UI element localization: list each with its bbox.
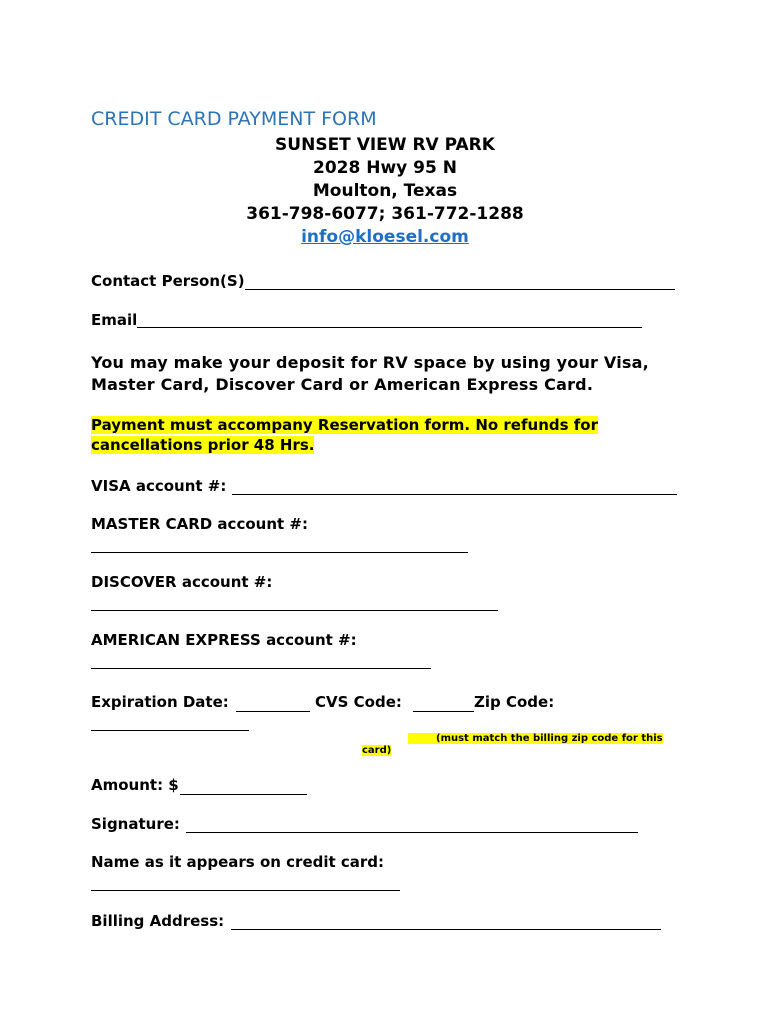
deposit-line-2: Master Card, Discover Card or American Express Card.	[91, 375, 594, 394]
cvs-field[interactable]	[413, 697, 474, 712]
amex-account-field[interactable]	[91, 654, 431, 669]
deposit-line-1: You may make your deposit for RV space by using your Visa,	[91, 353, 649, 372]
park-email-link[interactable]: info@kloesel.com	[301, 227, 469, 247]
cvs-label: CVS Code:	[315, 693, 402, 711]
zip-note-line-1: (must match the billing zip code for this	[408, 733, 663, 744]
discover-label: DISCOVER account #:	[91, 573, 273, 591]
signature-field[interactable]	[186, 818, 638, 833]
park-city: Moulton, Texas	[312, 181, 458, 201]
discover-account-field[interactable]	[91, 596, 498, 611]
park-street: 2028 Hwy 95 N	[313, 158, 457, 178]
mastercard-label: MASTER CARD account #:	[91, 515, 308, 533]
amex-label: AMERICAN EXPRESS account #:	[91, 631, 357, 649]
amount-field[interactable]	[180, 780, 307, 795]
name-on-card-label: Name as it appears on credit card:	[91, 853, 385, 871]
billing-address-field[interactable]	[231, 915, 661, 930]
park-phones: 361-798-6077; 361-772-1288	[246, 204, 524, 224]
email-field[interactable]	[137, 313, 642, 328]
signature-label: Signature:	[91, 815, 180, 833]
notice-line-2: cancellations prior 48 Hrs.	[91, 436, 315, 454]
zip-note-line-2: card)	[362, 745, 392, 756]
zip-field[interactable]	[91, 716, 249, 731]
visa-label: VISA account #:	[91, 477, 227, 495]
amount-label: Amount: $	[91, 776, 179, 794]
mastercard-account-field[interactable]	[91, 538, 468, 553]
expiration-label: Expiration Date:	[91, 693, 229, 711]
expiration-field[interactable]	[236, 697, 310, 712]
notice-line-1: Payment must accompany Reservation form. No refunds for	[91, 416, 598, 434]
park-email-row	[0, 227, 770, 247]
name-on-card-field[interactable]	[91, 876, 400, 891]
contact-person-field[interactable]	[245, 275, 675, 290]
visa-account-field[interactable]	[232, 480, 677, 495]
email-label: Email	[91, 311, 138, 329]
contact-person-label: Contact Person(S)	[91, 272, 245, 290]
form-title: CREDIT CARD PAYMENT FORM	[91, 108, 377, 130]
zip-label: Zip Code:	[474, 693, 555, 711]
billing-address-label: Billing Address:	[91, 912, 225, 930]
park-name: SUNSET VIEW RV PARK	[275, 135, 495, 155]
